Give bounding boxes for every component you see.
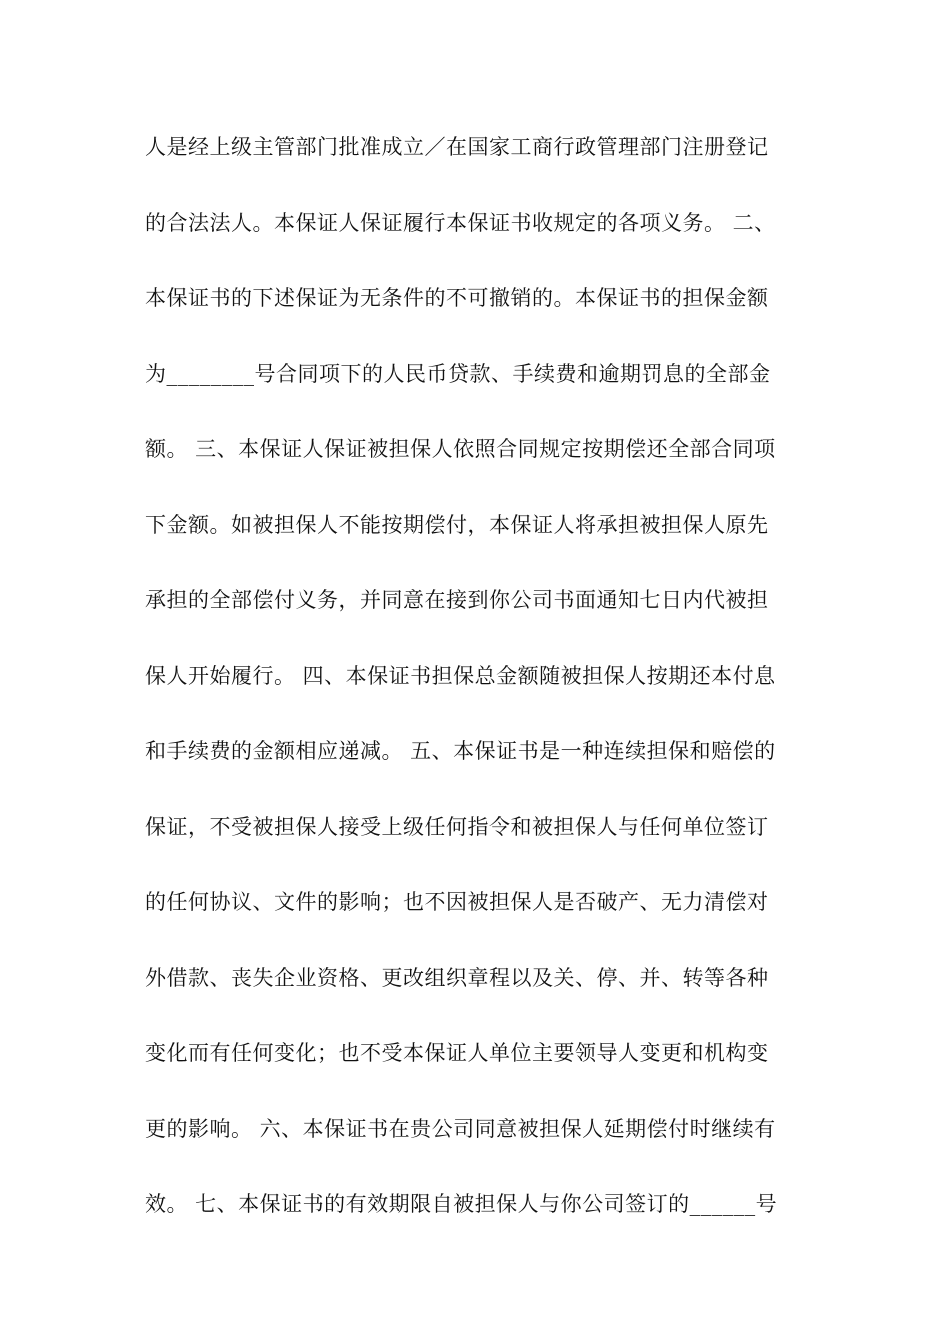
text-line: 变化而有任何变化；也不受本保证人单位主要领导人变更和机构变 xyxy=(145,1041,769,1065)
text-line: 效。 七、本保证书的有效期限自被担保人与你公司签订的______号 xyxy=(145,1192,778,1216)
text-line: 更的影响。 六、本保证书在贵公司同意被担保人延期偿付时继续有 xyxy=(145,1116,776,1141)
text-line: 和手续费的金额相应递减。 五、本保证书是一种连续担保和赔偿的 xyxy=(145,739,776,763)
text-line: 本保证书的下述保证为无条件的不可撤销的。本保证书的担保金额 xyxy=(145,286,769,310)
text-line: 人是经上级主管部门批准成立／在国家工商行政管理部门注册登记 xyxy=(145,135,769,159)
body-text xyxy=(145,130,807,1263)
text-line: 外借款、丧失企业资格、更改组织章程以及关、停、并、转等各种 xyxy=(145,965,769,990)
text-line: 为________号合同项下的人民币贷款、手续费和逾期罚息的全部金 xyxy=(145,361,771,386)
text-line: 额。 三、本保证人保证被担保人依照合同规定按期偿还全部合同项 xyxy=(145,437,776,461)
text-line: 保证，不受被担保人接受上级任何指令和被担保人与任何单位签订 xyxy=(145,814,769,839)
text-line: 承担的全部偿付义务，并同意在接到你公司书面通知七日内代被担 xyxy=(145,588,769,612)
text-line: 保人开始履行。 四、本保证书担保总金额随被担保人按期还本付息 xyxy=(145,663,776,688)
text-line: 的合法法人。本保证人保证履行本保证书收规定的各项义务。 二、 xyxy=(145,210,776,235)
text-line: 下金额。如被担保人不能按期偿付，本保证人将承担被担保人原先 xyxy=(145,512,769,537)
text-line: 的任何协议、文件的影响；也不因被担保人是否破产、无力清偿对 xyxy=(145,890,769,914)
